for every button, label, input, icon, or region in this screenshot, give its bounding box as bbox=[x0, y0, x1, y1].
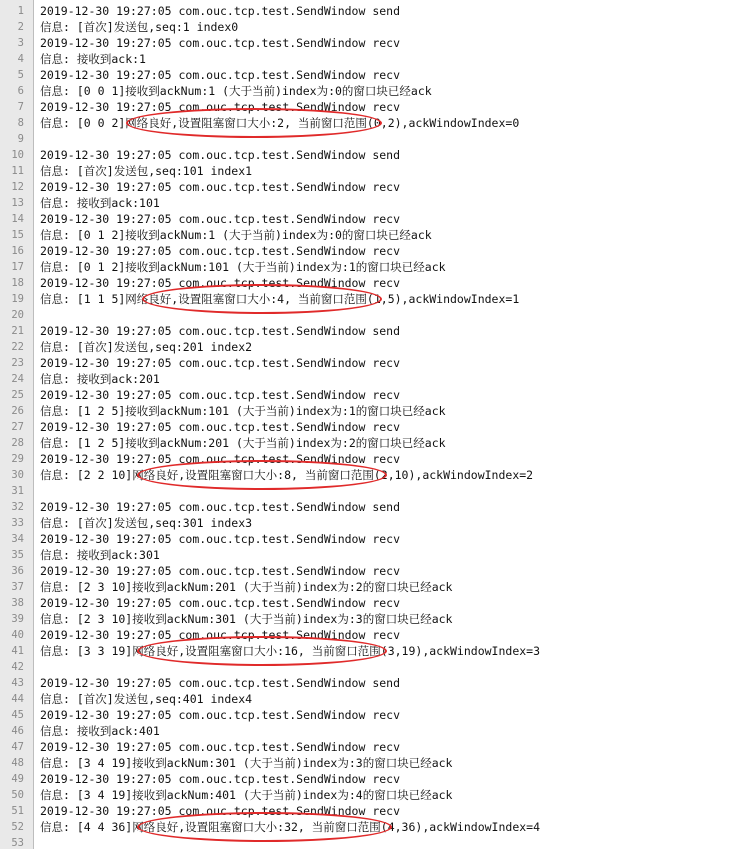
log-line-text: 信息: [首次]发送包,seq:101 index1 bbox=[40, 164, 253, 178]
log-line bbox=[34, 611, 734, 627]
line-number: 2 bbox=[17, 21, 24, 33]
log-line-text: 2019-12-30 19:27:05 com.ouc.tcp.test.SendWindow recv bbox=[40, 596, 401, 610]
log-line-text: 信息: [2 3 10]接收到ackNum:301 (大于当前)index为:3的窗口块已经ack bbox=[40, 612, 453, 626]
log-line bbox=[34, 403, 734, 419]
log-line-text: 信息: [2 3 10]接收到ackNum:201 (大于当前)index为:2的窗口块已经ack bbox=[40, 580, 453, 594]
log-line-text: 2019-12-30 19:27:05 com.ouc.tcp.test.SendWindow recv bbox=[40, 244, 401, 258]
log-content[interactable] bbox=[34, 0, 741, 849]
line-number: 24 bbox=[11, 373, 24, 385]
log-line bbox=[34, 675, 734, 691]
log-line bbox=[34, 483, 734, 499]
log-line bbox=[34, 723, 734, 739]
log-line bbox=[34, 499, 734, 515]
line-number: 14 bbox=[11, 213, 24, 225]
log-line bbox=[34, 435, 734, 451]
log-line bbox=[34, 227, 734, 243]
line-number: 12 bbox=[11, 181, 24, 193]
log-line-text: 2019-12-30 19:27:05 com.ouc.tcp.test.SendWindow send bbox=[40, 500, 401, 514]
log-line bbox=[34, 179, 734, 195]
line-number: 23 bbox=[11, 357, 24, 369]
log-line-text: 信息: [1 1 5]网络良好,设置阻塞窗口大小:4, 当前窗口范围(1,5),ackWindowIndex=1 bbox=[40, 292, 520, 306]
log-line-text: 信息: 接收到ack:201 bbox=[40, 372, 160, 386]
line-number: 30 bbox=[11, 469, 24, 481]
log-line-text: 2019-12-30 19:27:05 com.ouc.tcp.test.SendWindow recv bbox=[40, 564, 401, 578]
line-number: 32 bbox=[11, 501, 24, 513]
log-line-text: 2019-12-30 19:27:05 com.ouc.tcp.test.SendWindow recv bbox=[40, 212, 401, 226]
log-line bbox=[34, 771, 734, 787]
line-number: 27 bbox=[11, 421, 24, 433]
line-number: 46 bbox=[11, 725, 24, 737]
log-line bbox=[34, 531, 734, 547]
log-line-text: 信息: [首次]发送包,seq:401 index4 bbox=[40, 692, 253, 706]
log-line bbox=[34, 451, 734, 467]
log-line bbox=[34, 243, 734, 259]
log-line-text: 信息: [3 4 19]接收到ackNum:401 (大于当前)index为:4的窗口块已经ack bbox=[40, 788, 453, 802]
log-line-text: 信息: [0 0 1]接收到ackNum:1 (大于当前)index为:0的窗口块已经ack bbox=[40, 84, 432, 98]
log-line bbox=[34, 563, 734, 579]
log-line bbox=[34, 211, 734, 227]
line-number: 26 bbox=[11, 405, 24, 417]
log-line bbox=[34, 371, 734, 387]
line-number: 7 bbox=[17, 101, 24, 113]
log-line bbox=[34, 163, 734, 179]
line-number: 49 bbox=[11, 773, 24, 785]
line-number: 41 bbox=[11, 645, 24, 657]
log-line-text: 信息: [首次]发送包,seq:301 index3 bbox=[40, 516, 253, 530]
log-line-text: 信息: [0 1 2]接收到ackNum:101 (大于当前)index为:1的窗口块已经ack bbox=[40, 260, 446, 274]
log-line bbox=[34, 579, 734, 595]
log-line-text: 2019-12-30 19:27:05 com.ouc.tcp.test.SendWindow recv bbox=[40, 68, 401, 82]
line-number: 45 bbox=[11, 709, 24, 721]
log-line-text: 信息: 接收到ack:301 bbox=[40, 548, 160, 562]
line-number: 53 bbox=[11, 837, 24, 849]
line-number: 22 bbox=[11, 341, 24, 353]
line-number: 50 bbox=[11, 789, 24, 801]
log-line-text: 信息: [0 1 2]接收到ackNum:1 (大于当前)index为:0的窗口块已经ack bbox=[40, 228, 432, 242]
log-line-text: 信息: 接收到ack:1 bbox=[40, 52, 146, 66]
log-line-text: 2019-12-30 19:27:05 com.ouc.tcp.test.SendWindow send bbox=[40, 676, 401, 690]
line-number: 8 bbox=[17, 117, 24, 129]
log-line-text: 信息: [0 0 2]网络良好,设置阻塞窗口大小:2, 当前窗口范围(0,2),ackWindowIndex=0 bbox=[40, 116, 520, 130]
log-line bbox=[34, 467, 734, 483]
line-number: 37 bbox=[11, 581, 24, 593]
log-line bbox=[34, 147, 734, 163]
log-line-text: 2019-12-30 19:27:05 com.ouc.tcp.test.SendWindow recv bbox=[40, 452, 401, 466]
line-number: 9 bbox=[17, 133, 24, 145]
line-number-gutter bbox=[0, 0, 34, 849]
log-line bbox=[34, 387, 734, 403]
line-number: 39 bbox=[11, 613, 24, 625]
line-number: 1 bbox=[17, 5, 24, 17]
log-line-text: 2019-12-30 19:27:05 com.ouc.tcp.test.SendWindow recv bbox=[40, 804, 401, 818]
log-line-text: 信息: [1 2 5]接收到ackNum:101 (大于当前)index为:1的窗口块已经ack bbox=[40, 404, 446, 418]
line-number: 5 bbox=[17, 69, 24, 81]
line-number: 48 bbox=[11, 757, 24, 769]
log-line bbox=[34, 739, 734, 755]
line-number: 21 bbox=[11, 325, 24, 337]
log-line bbox=[34, 195, 734, 211]
log-line-text: 2019-12-30 19:27:05 com.ouc.tcp.test.SendWindow recv bbox=[40, 420, 401, 434]
log-line-text: 信息: [3 3 19]网络良好,设置阻塞窗口大小:16, 当前窗口范围(3,19),ackWindowIndex=3 bbox=[40, 644, 541, 658]
log-line bbox=[34, 35, 734, 51]
log-line-text: 2019-12-30 19:27:05 com.ouc.tcp.test.SendWindow recv bbox=[40, 388, 401, 402]
log-line bbox=[34, 707, 734, 723]
log-line bbox=[34, 99, 734, 115]
log-line bbox=[34, 291, 734, 307]
log-line-text: 信息: [2 2 10]网络良好,设置阻塞窗口大小:8, 当前窗口范围(2,10),ackWindowIndex=2 bbox=[40, 468, 534, 482]
line-number: 31 bbox=[11, 485, 24, 497]
log-line-text: 2019-12-30 19:27:05 com.ouc.tcp.test.SendWindow recv bbox=[40, 180, 401, 194]
log-line bbox=[34, 803, 734, 819]
log-line-text: 信息: [首次]发送包,seq:201 index2 bbox=[40, 340, 253, 354]
log-line-text: 2019-12-30 19:27:05 com.ouc.tcp.test.SendWindow send bbox=[40, 324, 401, 338]
line-number: 44 bbox=[11, 693, 24, 705]
log-line-text: 2019-12-30 19:27:05 com.ouc.tcp.test.SendWindow send bbox=[40, 4, 401, 18]
log-line bbox=[34, 259, 734, 275]
log-line bbox=[34, 691, 734, 707]
log-line bbox=[34, 819, 734, 835]
line-number: 36 bbox=[11, 565, 24, 577]
line-number: 16 bbox=[11, 245, 24, 257]
line-number: 20 bbox=[11, 309, 24, 321]
line-number: 35 bbox=[11, 549, 24, 561]
line-number: 28 bbox=[11, 437, 24, 449]
log-line bbox=[34, 515, 734, 531]
line-number: 38 bbox=[11, 597, 24, 609]
log-line-text: 2019-12-30 19:27:05 com.ouc.tcp.test.SendWindow recv bbox=[40, 772, 401, 786]
log-line-text: 2019-12-30 19:27:05 com.ouc.tcp.test.SendWindow recv bbox=[40, 36, 401, 50]
line-number: 11 bbox=[11, 165, 24, 177]
log-line-text: 信息: [4 4 36]网络良好,设置阻塞窗口大小:32, 当前窗口范围(4,36),ackWindowIndex=4 bbox=[40, 820, 541, 834]
line-number: 47 bbox=[11, 741, 24, 753]
log-line bbox=[34, 323, 734, 339]
line-number: 3 bbox=[17, 37, 24, 49]
line-number: 18 bbox=[11, 277, 24, 289]
log-line bbox=[34, 67, 734, 83]
line-number: 17 bbox=[11, 261, 24, 273]
log-line-text: 信息: 接收到ack:401 bbox=[40, 724, 160, 738]
line-number: 42 bbox=[11, 661, 24, 673]
line-number: 34 bbox=[11, 533, 24, 545]
line-number: 6 bbox=[17, 85, 24, 97]
line-number: 4 bbox=[17, 53, 24, 65]
line-number: 51 bbox=[11, 805, 24, 817]
line-number: 33 bbox=[11, 517, 24, 529]
log-line-text: 信息: 接收到ack:101 bbox=[40, 196, 160, 210]
log-line bbox=[34, 19, 734, 35]
log-line-text: 2019-12-30 19:27:05 com.ouc.tcp.test.SendWindow send bbox=[40, 148, 401, 162]
line-number: 10 bbox=[11, 149, 24, 161]
log-line bbox=[34, 547, 734, 563]
log-line-text: 2019-12-30 19:27:05 com.ouc.tcp.test.SendWindow recv bbox=[40, 356, 401, 370]
log-line bbox=[34, 627, 734, 643]
line-number: 29 bbox=[11, 453, 24, 465]
log-line-text: 信息: [3 4 19]接收到ackNum:301 (大于当前)index为:3的窗口块已经ack bbox=[40, 756, 453, 770]
log-line bbox=[34, 419, 734, 435]
line-number: 25 bbox=[11, 389, 24, 401]
log-line-text: 2019-12-30 19:27:05 com.ouc.tcp.test.SendWindow recv bbox=[40, 276, 401, 290]
log-line-text: 信息: [首次]发送包,seq:1 index0 bbox=[40, 20, 239, 34]
log-line-text: 2019-12-30 19:27:05 com.ouc.tcp.test.SendWindow recv bbox=[40, 708, 401, 722]
log-line-text: 2019-12-30 19:27:05 com.ouc.tcp.test.SendWindow recv bbox=[40, 628, 401, 642]
log-line bbox=[34, 659, 734, 675]
log-line bbox=[34, 275, 734, 291]
log-line bbox=[34, 339, 734, 355]
log-line bbox=[34, 755, 734, 771]
log-line-text: 2019-12-30 19:27:05 com.ouc.tcp.test.SendWindow recv bbox=[40, 740, 401, 754]
log-line bbox=[34, 643, 734, 659]
log-line bbox=[34, 307, 734, 323]
log-line bbox=[34, 595, 734, 611]
log-line bbox=[34, 83, 734, 99]
line-number: 40 bbox=[11, 629, 24, 641]
line-number: 15 bbox=[11, 229, 24, 241]
line-number: 13 bbox=[11, 197, 24, 209]
log-line-text: 信息: [1 2 5]接收到ackNum:201 (大于当前)index为:2的窗口块已经ack bbox=[40, 436, 446, 450]
log-line bbox=[34, 787, 734, 803]
log-line bbox=[34, 51, 734, 67]
log-line bbox=[34, 131, 734, 147]
log-line bbox=[34, 3, 734, 19]
log-line-text: 2019-12-30 19:27:05 com.ouc.tcp.test.SendWindow recv bbox=[40, 532, 401, 546]
line-number: 43 bbox=[11, 677, 24, 689]
line-number: 19 bbox=[11, 293, 24, 305]
line-number: 52 bbox=[11, 821, 24, 833]
log-line-text: 2019-12-30 19:27:05 com.ouc.tcp.test.SendWindow recv bbox=[40, 100, 401, 114]
log-line bbox=[34, 355, 734, 371]
log-line bbox=[34, 115, 734, 131]
